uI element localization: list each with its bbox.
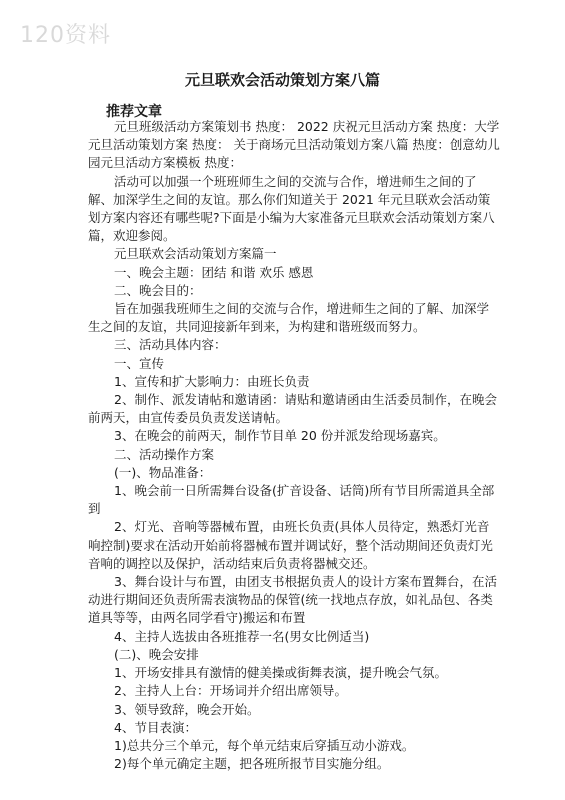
section-heading: 推荐文章 bbox=[106, 104, 162, 120]
body-paragraph: 三、活动具体内容： bbox=[114, 337, 227, 353]
body-paragraph: 2、灯光、音响等器械布置，由班长负责(具体人员待定，熟悉灯光音响控制)要求在活动开始前将器械布置并调试好，整个活动期间还负责灯光音响的调控以及保护，活动结束后负责将器械交还。 bbox=[88, 519, 493, 571]
body-paragraph: 4、主持人选拔由各班推荐一名(男女比例适当) bbox=[114, 628, 370, 644]
recommended-links[interactable]: 元旦班级活动方案策划书 热度： 2022 庆祝元旦活动方案 热度：大学元旦活动策划方案 热度： 关于商场元旦活动策划方案八篇 热度：创意幼儿园元旦活动方案模板 热度： bbox=[88, 119, 500, 171]
body-paragraph: 1)总共分三个单元，每个单元结束后穿插互动小游戏。 bbox=[114, 737, 415, 753]
body-paragraph: 4、节目表演： bbox=[114, 719, 197, 735]
body-paragraph: 一、宣传 bbox=[114, 355, 165, 371]
watermark-logo: 120资料 bbox=[20, 23, 111, 48]
body-paragraph: (二)、晚会安排 bbox=[114, 646, 199, 662]
body-paragraph: (一)、物品准备： bbox=[114, 464, 212, 480]
body-paragraph: 活动可以加强一个班班师生之间的交流与合作，增进师生之间的了解、加深学生之间的友谊。那么你们知道关于 2021 年元旦联欢会活动策划方案内容还有哪些呢?下面是小编为大家准备元旦联欢会活动策划方案八篇，欢迎参阅。 bbox=[88, 173, 495, 244]
body-paragraph: 二、晚会目的： bbox=[114, 282, 202, 298]
body-paragraph: 1、开场安排具有激情的健美操或街舞表演，提升晚会气氛。 bbox=[114, 665, 447, 681]
body-paragraph: 元旦联欢会活动策划方案篇一 bbox=[114, 246, 277, 262]
body-paragraph: 3、领导致辞，晚会开始。 bbox=[114, 701, 260, 717]
document-title: 元旦联欢会活动策划方案八篇 bbox=[184, 71, 380, 89]
body-paragraph: 一、晚会主题：团结 和谐 欢乐 感恩 bbox=[114, 264, 314, 280]
body-paragraph: 1、晚会前一日所需舞台设备(扩音设备、话筒)所有节目所需道具全部到 bbox=[88, 483, 495, 517]
body-paragraph: 3、在晚会的前两天，制作节目单 20 份并派发给现场嘉宾。 bbox=[114, 428, 446, 444]
body-paragraph: 1、宣传和扩大影响力：由班长负责 bbox=[114, 373, 310, 389]
document-body bbox=[88, 118, 500, 773]
body-paragraph: 2、制作、派发请帖和邀请函：请贴和邀请函由生活委员制作，在晚会前两天，由宣传委员负责发送请帖。 bbox=[88, 392, 497, 426]
body-paragraph: 2、主持人上台：开场词并介绍出席领导。 bbox=[114, 683, 347, 699]
body-paragraph: 二、活动操作方案 bbox=[114, 446, 215, 462]
body-paragraph: 旨在加强我班师生之间的交流与合作，增进师生之间的了解、加深学生之间的友谊，共同迎接新年到来，为构建和谐班级而努力。 bbox=[88, 301, 490, 335]
body-paragraph: 2)每个单元确定主题，把各班所报节目实施分组。 bbox=[114, 756, 390, 772]
body-paragraph: 3、舞台设计与布置，由团支书根据负责人的设计方案布置舞台，在活动进行期间还负责所需表演物品的保管(统一找地点存放，如礼品包、各类道具等等，由两名同学看守)搬运和布置 bbox=[88, 574, 497, 626]
